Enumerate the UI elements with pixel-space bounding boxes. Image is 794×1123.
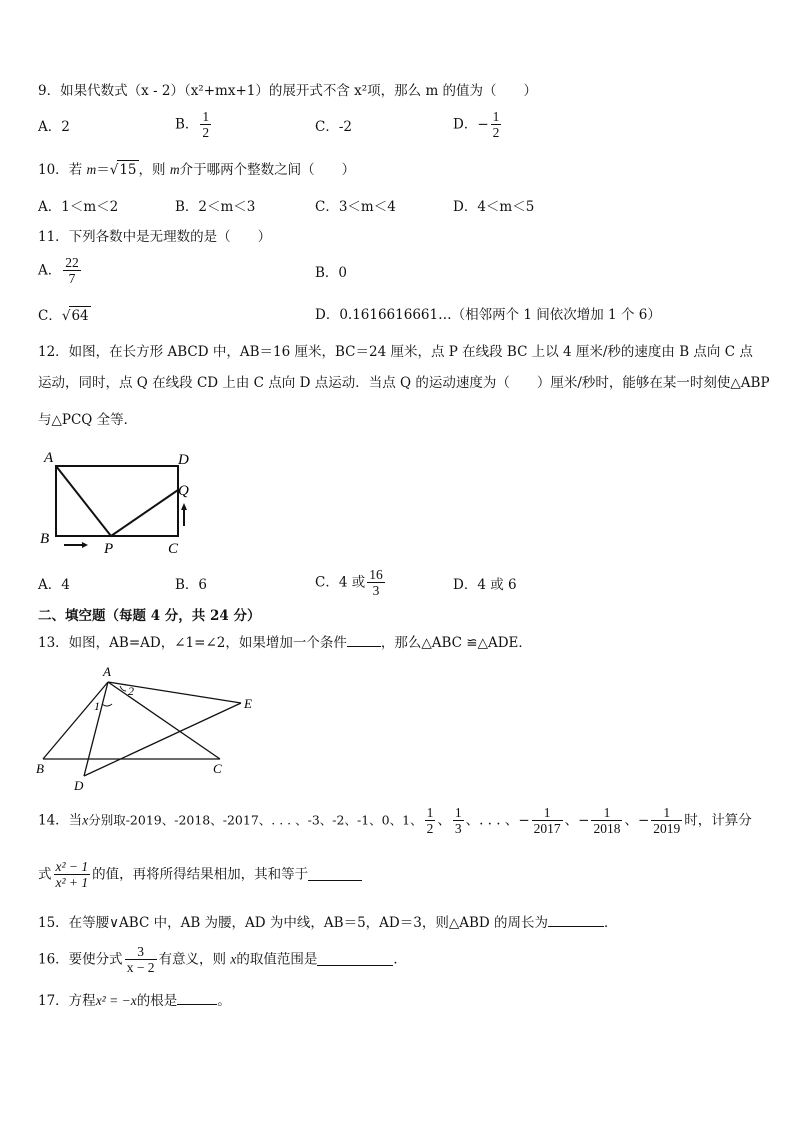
label-d: D: [74, 778, 84, 793]
q12-line3: 与△PCQ 全等．: [38, 412, 138, 428]
label-p: P: [104, 541, 114, 557]
q12-option-b[interactable]: B．6: [175, 577, 208, 593]
label-d: D: [178, 452, 189, 468]
segment-pq: [111, 490, 178, 536]
q11-stem: 11．下列各数中是无理数的是（ ）: [38, 229, 272, 245]
q13-answer-blank[interactable]: [347, 634, 381, 647]
q11-option-d[interactable]: D．0.1616616661…（相邻两个 1 间依次增加 1 个 6）: [315, 307, 661, 323]
q17-stem: 17．方程x² = −x的根是 。: [38, 993, 231, 1009]
q9-stem: 9．如果代数式（x - 2）（x²+mx+1）的展开式不含 x²项，那么 m 的值为（ ）: [38, 83, 538, 99]
q15-stem: 15．在等腰∨ABC 中，AB 为腰，AD 为中线，AB＝5，AD＝3，则△ABD 的周长为 ．: [38, 915, 618, 931]
q12-line2: 运动，同时，点 Q 在线段 CD 上由 C 点向 D 点运动．当点 Q 的运动速度为（ ）厘米/秒时，能够在某一时刻使△ABP: [38, 375, 770, 391]
q9-option-d[interactable]: D．− $\frac{1}{2}$: [453, 109, 500, 140]
q9-option-c[interactable]: C．-2: [315, 119, 352, 135]
q14-answer-blank[interactable]: [308, 868, 362, 881]
label-e: E: [244, 696, 252, 711]
q16-answer-blank[interactable]: [317, 953, 393, 966]
q9-option-a[interactable]: A．2: [38, 119, 70, 135]
q17-answer-blank[interactable]: [177, 992, 217, 1005]
rect-abcd: [56, 466, 178, 536]
q10-option-a[interactable]: A．1＜m＜2: [38, 199, 119, 215]
arrow-p-head: [82, 542, 88, 548]
q12-line1: 12．如图，在长方形 ABCD 中，AB＝16 厘米，BC＝24 厘米，点 P 在线段 BC 上以 4 厘米/秒的速度由 B 点向 C 点: [38, 344, 753, 360]
label-c: C: [213, 761, 222, 776]
q12-figure-rectangle: [36, 446, 206, 558]
q16-stem: 16．要使分式 $\frac{3}{x - 2}$ 有意义，则 x的取值范围是 ．: [38, 944, 407, 975]
q10-option-d[interactable]: D．4＜m＜5: [453, 199, 535, 215]
arrow-q-head: [181, 503, 187, 510]
q14-line2: 式 $\frac{\text{x² − 1}}{\text{x² + 1}}$ 的值，再将所得结果相加，其和等于: [38, 859, 362, 890]
label-angle-2: 2: [128, 684, 134, 698]
label-c: C: [168, 541, 179, 557]
label-a: A: [103, 664, 111, 679]
q15-answer-blank[interactable]: [548, 914, 604, 927]
label-b: B: [36, 761, 44, 776]
q10-stem: 10．若 m＝√15 ，则 m介于哪两个整数之间（ ）: [38, 162, 356, 178]
section-fill-blank-heading: 二、填空题（每题 4 分，共 24 分）: [38, 608, 261, 624]
label-b: B: [40, 531, 50, 547]
segment-ap: [56, 466, 111, 536]
q11-option-b[interactable]: B．0: [315, 265, 348, 281]
q9-option-b[interactable]: B． $\frac{1}{2}$: [175, 109, 210, 140]
q10-option-c[interactable]: C．3＜m＜4: [315, 199, 396, 215]
q13-figure-triangles: [34, 664, 266, 794]
label-angle-1: 1: [94, 699, 100, 713]
q14-line1: 14．当x分别取-2019、-2018、-2017、. . . 、-3、-2、-1、0、1、 $\frac{1}{2}$ 、 $\frac{1}{3}$ 、. . . 、− $\frac{1}{2017}$ 、− $\frac{1}{2018}$ 、− $\frac{1}{2019}$ 时，计算分: [38, 805, 752, 836]
q13-stem: 13．如图，AB=AD，∠1=∠2，如果增加一个条件 ，那么△ABC ≌△ADE．: [38, 635, 532, 651]
q12-option-a[interactable]: A．4: [38, 577, 70, 593]
q12-option-c[interactable]: C．4 或 $\frac{16}{3}$: [315, 567, 383, 598]
label-q: Q: [178, 483, 189, 499]
q11-option-c[interactable]: C．√64: [38, 308, 89, 324]
q12-option-d[interactable]: D．4 或 6: [453, 577, 517, 593]
q10-option-b[interactable]: B．2＜m＜3: [175, 199, 256, 215]
q11-option-a[interactable]: A． $\frac{22}{7}$: [38, 255, 79, 286]
label-a: A: [44, 450, 54, 466]
